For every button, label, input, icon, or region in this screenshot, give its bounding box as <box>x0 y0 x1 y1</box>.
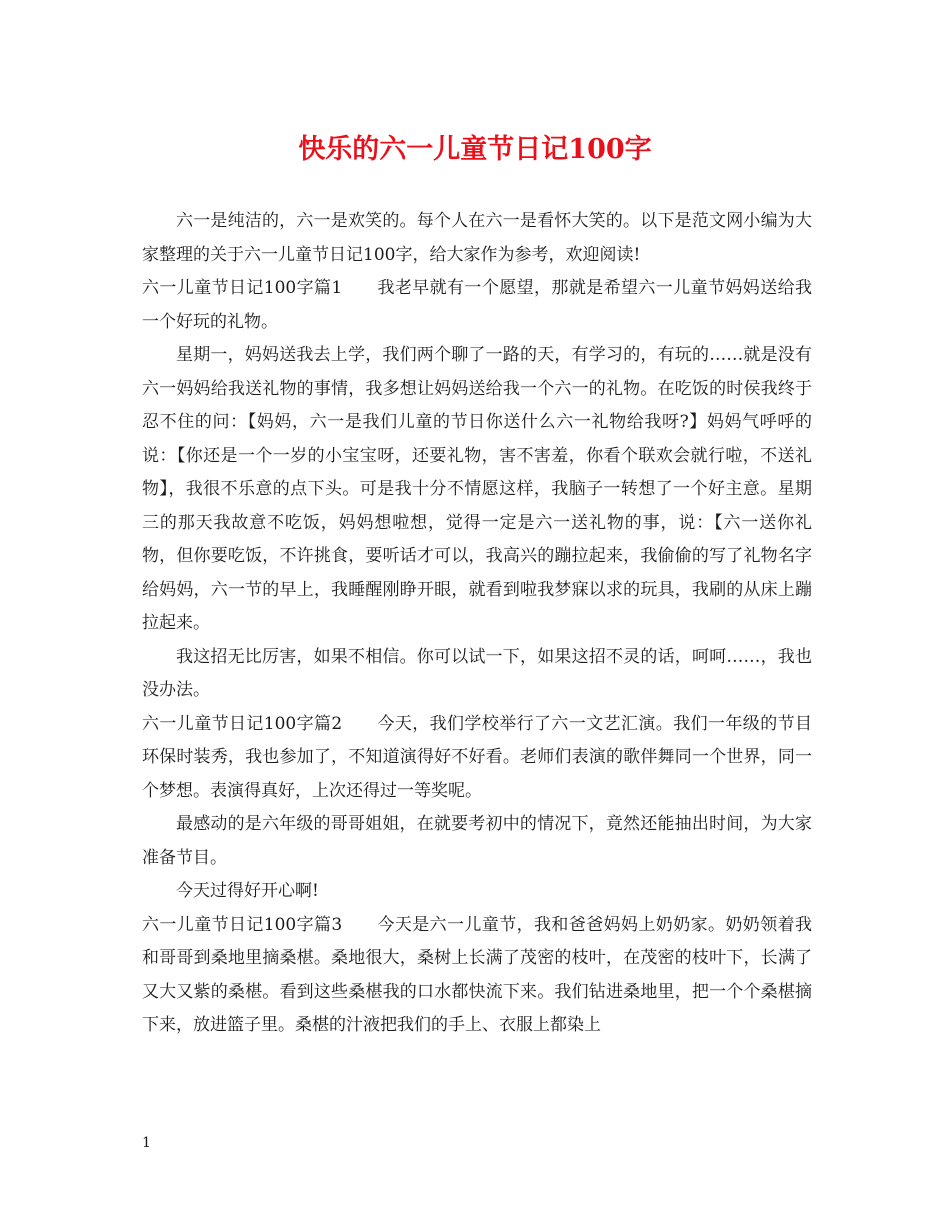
paragraph-entry-1-closing: 我这招无比厉害，如果不相信。你可以试一下，如果这招不灵的话，呵呵……，我也没办法。 <box>142 646 812 700</box>
paragraph-entry-2-closing: 今天过得好开心啊! <box>176 881 319 901</box>
document-body <box>142 205 812 1043</box>
paragraph-entry-2-heading: 六一儿童节日记100字篇2 今天，我们学校举行了六一文艺汇演。我们一年级的节目环保时装秀，我也参加了，不知道演得好不好看。老师们表演的歌伴舞同一个世界，同一个梦想。表演得真好，上次还得过一等奖呢。 <box>142 713 812 801</box>
paragraph-entry-1-heading: 六一儿童节日记100字篇1 我老早就有一个愿望，那就是希望六一儿童节妈妈送给我一个好玩的礼物。 <box>142 278 812 332</box>
page-number: 1 <box>142 1135 151 1151</box>
paragraph-entry-2-body: 最感动的是六年级的哥哥姐姐，在就要考初中的情况下，竟然还能抽出时间，为大家准备节目。 <box>142 814 812 868</box>
paragraph-entry-1-body: 星期一，妈妈送我去上学，我们两个聊了一路的天，有学习的，有玩的……就是没有六一妈妈给我送礼物的事情，我多想让妈妈送给我一个六一的礼物。在吃饭的时侯我终于忍不住的问：【妈妈，六一是我们儿童的节日你送什么六一礼物给我呀?】妈妈气呼呼的说：【你还是一个一岁的小宝宝呀，还要礼物，害不害羞，你看个联欢会就行啦，不送礼物】，我很不乐意的点下头。可是我十分不情愿这样，我脑子一转想了一个好主意。星期三的那天我故意不吃饭，妈妈想啦想，觉得一定是六一送礼物的事，说：【六一送你礼物，但你要吃饭，不许挑食，要听话才可以，我高兴的蹦拉起来，我偷偷的写了礼物名字给妈妈，六一节的早上，我睡醒刚睁开眼，就看到啦我梦寐以求的玩具，我刷的从床上蹦拉起来。 <box>142 345 812 633</box>
paragraph-entry-3-heading: 六一儿童节日记100字篇3 今天是六一儿童节，我和爸爸妈妈上奶奶家。奶奶领着我和哥哥到桑地里摘桑椹。桑地很大，桑树上长满了茂密的枝叶，在茂密的枝叶下，长满了又大又紫的桑椹。看到这些桑椹我的口水都快流下来。我们钻进桑地里，把一个个桑椹摘下来，放进篮子里。桑椹的汁液把我们的手上、衣服上都染上 <box>142 914 812 1035</box>
document-title: 快乐的六一儿童节日记100字 <box>298 134 652 165</box>
paragraph-intro: 六一是纯洁的，六一是欢笑的。每个人在六一是看怀大笑的。以下是范文网小编为大家整理的关于六一儿童节日记100字，给大家作为参考，欢迎阅读! <box>142 211 812 265</box>
